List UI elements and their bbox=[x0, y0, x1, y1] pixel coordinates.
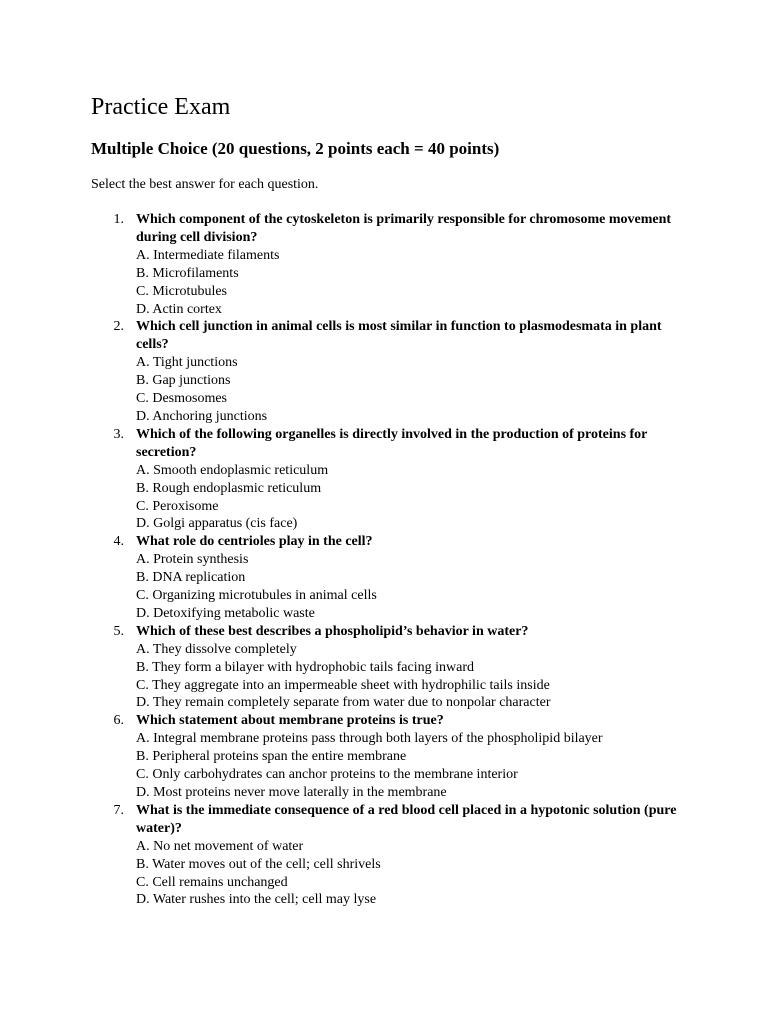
question-stem: Which cell junction in animal cells is most similar in function to plasmodesmata in plant cells? bbox=[136, 319, 662, 353]
answer-option: A. Tight junctions bbox=[136, 355, 238, 371]
answer-option: B. DNA replication bbox=[136, 570, 246, 586]
answer-option: A. No net movement of water bbox=[136, 838, 304, 854]
question-item bbox=[91, 623, 691, 713]
answer-option: B. Water moves out of the cell; cell shrivels bbox=[136, 856, 381, 872]
answer-option: C. Cell remains unchanged bbox=[136, 874, 288, 890]
answer-option: D. Water rushes into the cell; cell may lyse bbox=[136, 892, 377, 908]
answer-option: A. They dissolve completely bbox=[136, 641, 297, 657]
answer-option: C. Peroxisome bbox=[136, 498, 219, 514]
answer-option: C. Organizing microtubules in animal cells bbox=[136, 588, 377, 604]
question-stem: What is the immediate consequence of a red blood cell placed in a hypotonic solution (pure water)? bbox=[136, 802, 677, 836]
question-item bbox=[91, 211, 691, 318]
question-stem: Which of these best describes a phospholipid’s behavior in water? bbox=[136, 623, 529, 639]
answer-option: B. Gap junctions bbox=[136, 373, 231, 389]
answer-option: C. Only carbohydrates can anchor proteins to the membrane interior bbox=[136, 767, 518, 783]
answer-option: B. Rough endoplasmic reticulum bbox=[136, 480, 322, 496]
answer-option: D. Actin cortex bbox=[136, 301, 222, 317]
answer-option: B. Microfilaments bbox=[136, 265, 239, 281]
question-number: 4. bbox=[113, 534, 124, 550]
answer-option: A. Protein synthesis bbox=[136, 552, 249, 568]
section-heading: Multiple Choice (20 questions, 2 points each = 40 points) bbox=[91, 139, 500, 158]
answer-option: B. Peripheral proteins span the entire membrane bbox=[136, 749, 407, 765]
answer-option: D. Anchoring junctions bbox=[136, 408, 268, 424]
answer-option: D. They remain completely separate from water due to nonpolar character bbox=[136, 695, 551, 711]
question-item bbox=[91, 712, 691, 802]
question-number: 5. bbox=[113, 623, 124, 639]
question-list bbox=[91, 211, 691, 909]
question-item bbox=[91, 533, 691, 623]
question-stem: Which of the following organelles is directly involved in the production of proteins for secretion? bbox=[136, 426, 648, 460]
answer-option: D. Detoxifying metabolic waste bbox=[136, 605, 315, 621]
question-stem: What role do centrioles play in the cell? bbox=[136, 534, 373, 550]
answer-option: A. Intermediate filaments bbox=[136, 247, 280, 263]
answer-option: D. Golgi apparatus (cis face) bbox=[136, 516, 298, 532]
answer-option: C. They aggregate into an impermeable sheet with hydrophilic tails inside bbox=[136, 677, 550, 693]
question-number: 3. bbox=[113, 426, 124, 442]
question-number: 1. bbox=[113, 212, 124, 227]
exam-page bbox=[91, 93, 691, 909]
answer-option: D. Most proteins never move laterally in the membrane bbox=[136, 785, 447, 800]
question-item bbox=[91, 802, 691, 909]
answer-option: C. Microtubules bbox=[136, 283, 227, 299]
question-number: 6. bbox=[113, 713, 124, 729]
question-stem: Which component of the cytoskeleton is primarily responsible for chromosome movement during cell division? bbox=[136, 212, 672, 245]
question-stem: Which statement about membrane proteins is true? bbox=[136, 713, 444, 729]
answer-option: C. Desmosomes bbox=[136, 391, 227, 407]
page-title: Practice Exam bbox=[91, 94, 231, 120]
answer-option: A. Integral membrane proteins pass through both layers of the phospholipid bilayer bbox=[136, 731, 603, 747]
question-item bbox=[91, 318, 691, 425]
question-number: 2. bbox=[113, 319, 124, 335]
instructions-text: Select the best answer for each question. bbox=[91, 177, 319, 192]
answer-option: B. They form a bilayer with hydrophobic tails facing inward bbox=[136, 659, 474, 675]
question-number: 7. bbox=[113, 802, 124, 818]
question-item bbox=[91, 426, 691, 533]
answer-option: A. Smooth endoplasmic reticulum bbox=[136, 462, 329, 478]
